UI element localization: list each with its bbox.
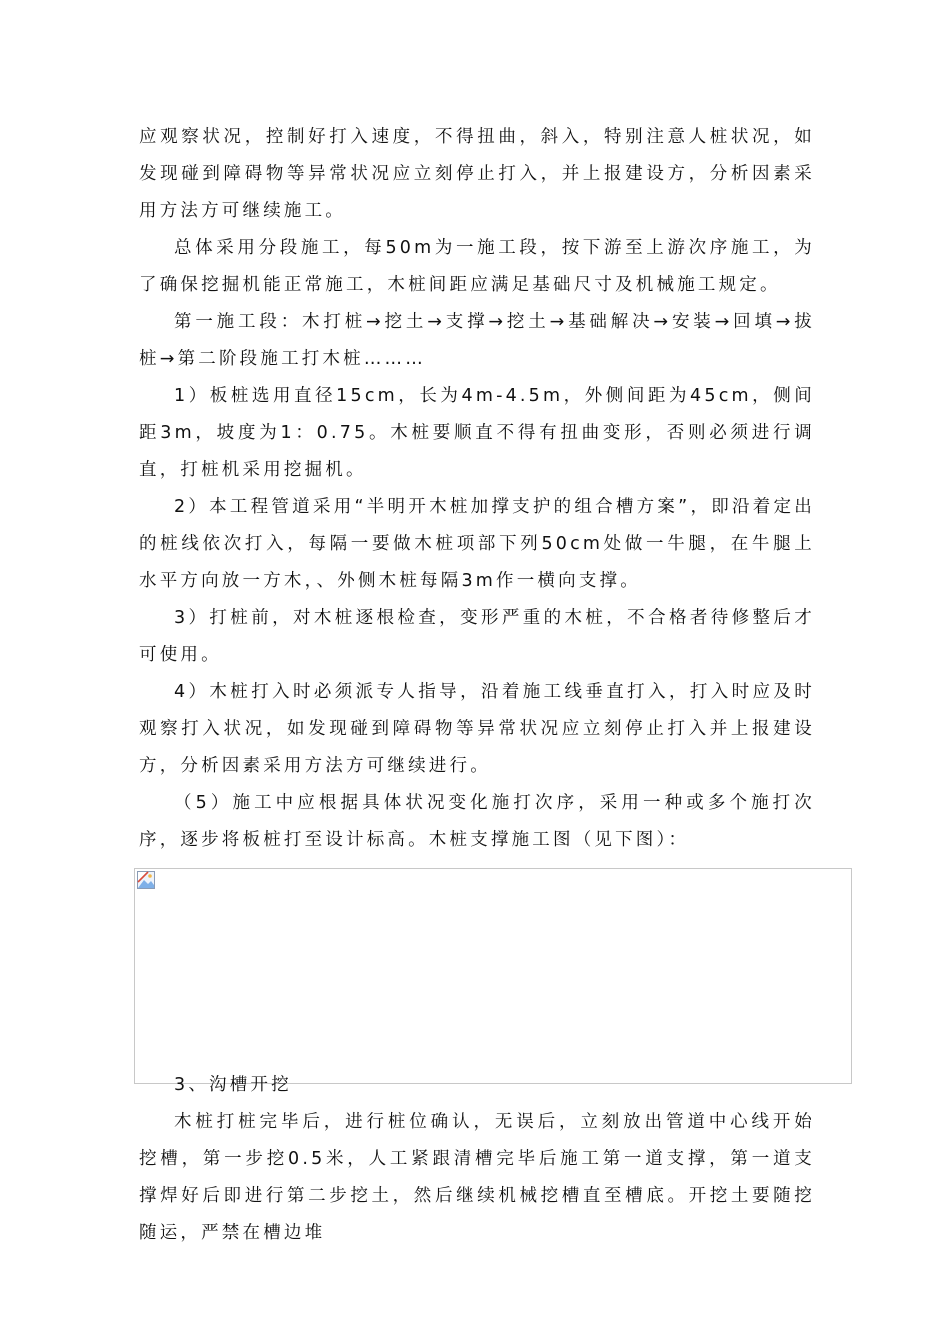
paragraph: 木桩打桩完毕后，进行桩位确认，无误后，立刻放出管道中心线开始挖槽，第一步挖0.5米，人工紧跟清槽完毕后施工第一道支撑，第一道支撑焊好后即进行第二步挖土，然后继续机械挖槽直至槽底。开挖土要随挖随运，严禁在槽边堆	[139, 1112, 815, 1243]
paragraph: 1）板桩选用直径15cm，长为4m-4.5m，外侧间距为45cm，侧间距3m，坡度为1：0.75。木桩要顺直不得有扭曲变形，否则必须进行调直，打桩机采用挖掘机。	[139, 386, 815, 480]
paragraph: 4）木桩打入时必须派专人指导，沿着施工线垂直打入，打入时应及时观察打入状况，如发现碰到障碍物等异常状况应立刻停止打入并上报建设方，分析因素采用方法方可继续进行。	[139, 682, 815, 776]
section-heading: 3、沟槽开挖	[174, 1075, 292, 1095]
body-text-bottom	[139, 1067, 815, 1252]
paragraph: 总体采用分段施工，每50m为一施工段，按下游至上游次序施工，为了确保挖掘机能正常施工，木桩间距应满足基础尺寸及机械施工规定。	[139, 238, 815, 295]
paragraph: 2）本工程管道采用“半明开木桩加撑支护的组合槽方案”，即沿着定出的桩线依次打入，每隔一要做木桩项部下列50cm处做一牛腿，在牛腿上水平方向放一方木，、外侧木桩每隔3m作一横向支撑。	[139, 497, 815, 591]
paragraph: 应观察状况，控制好打入速度，不得扭曲，斜入，特别注意人桩状况，如发现碰到障碍物等异常状况应立刻停止打入，并上报建设方，分析因素采用方法方可继续施工。	[139, 127, 815, 221]
paragraph: 第一施工段：木打桩→挖土→支撑→挖土→基础解决→安装→回填→拔桩→第二阶段施工打木桩………	[139, 312, 815, 369]
body-text-top	[139, 119, 815, 859]
paragraph: 3）打桩前，对木桩逐根检查，变形严重的木桩，不合格者待修整后才可使用。	[139, 608, 815, 665]
figure-placeholder	[134, 868, 852, 1084]
broken-image-icon	[137, 871, 155, 889]
paragraph: （5）施工中应根据具体状况变化施打次序，采用一种或多个施打次序，逐步将板桩打至设计标高。木桩支撑施工图（见下图）：	[139, 793, 815, 850]
